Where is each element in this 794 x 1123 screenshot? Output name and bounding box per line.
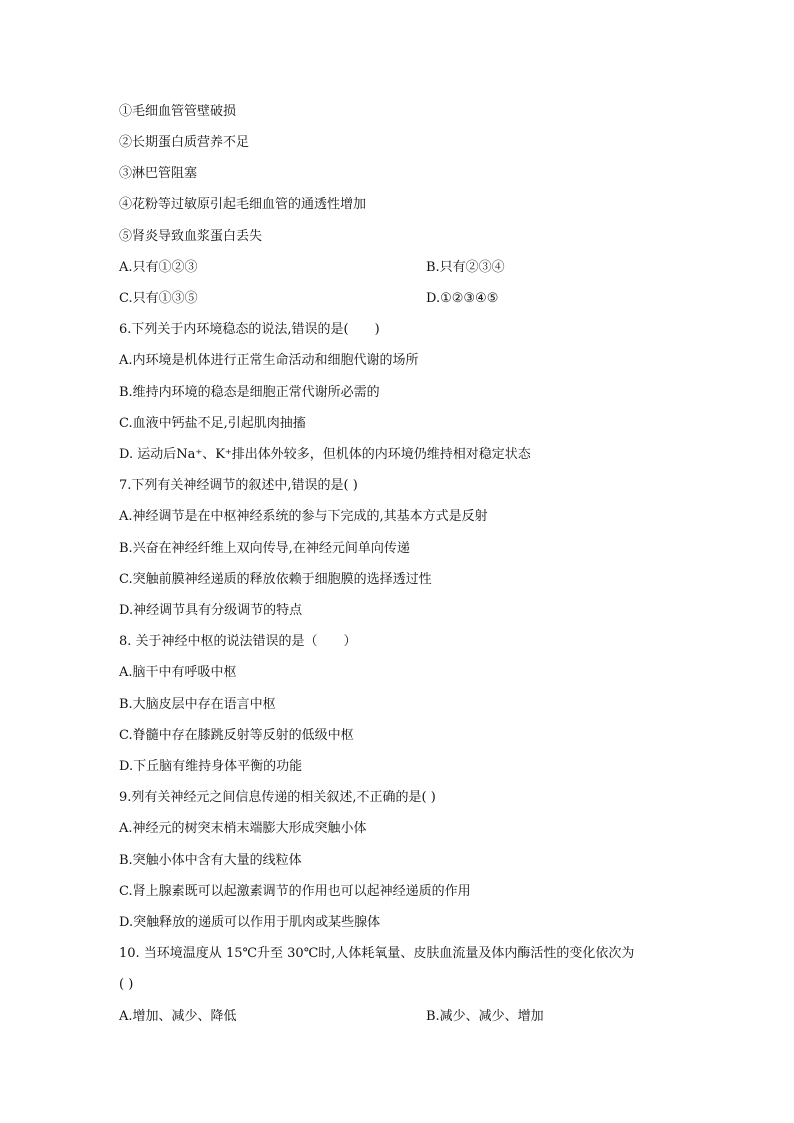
item-1: ①毛细血管管壁破损 xyxy=(119,104,237,119)
q6-option-d: D. 运动后Na⁺、K⁺排出体外较多，但机体的内环境仍维持相对稳定状态 xyxy=(119,447,531,462)
q10-option-b: B.减少、减少、增加 xyxy=(426,1009,544,1024)
q7-option-a: A.神经调节是在中枢神经系统的参与下完成的,其基本方式是反射 xyxy=(119,509,488,524)
q8-option-b: B.大脑皮层中存在语言中枢 xyxy=(119,697,276,712)
q6-stem: 6.下列关于内环境稳态的说法,错误的是( ) xyxy=(119,322,380,337)
q9-option-b: B.突触小体中含有大量的线粒体 xyxy=(119,853,302,868)
q5-option-a: A.只有①②③ xyxy=(119,260,198,275)
q6-option-a: A.内环境是机体进行正常生命活动和细胞代谢的场所 xyxy=(119,353,419,368)
q8-option-d: D.下丘脑有维持身体平衡的功能 xyxy=(119,759,303,774)
q9-option-a: A.神经元的树突末梢末端膨大形成突触小体 xyxy=(119,821,367,836)
q6-option-b: B.维持内环境的稳态是细胞正常代谢所必需的 xyxy=(119,385,380,400)
q9-option-d: D.突触释放的递质可以作用于肌肉或某些腺体 xyxy=(119,915,381,930)
q8-option-c: C.脊髓中存在膝跳反射等反射的低级中枢 xyxy=(119,728,354,743)
q10-stem-continued: ( ) xyxy=(119,977,134,992)
q9-option-c: C.肾上腺素既可以起激素调节的作用也可以起神经递质的作用 xyxy=(119,884,471,899)
item-5: ⑤肾炎导致血浆蛋白丢失 xyxy=(119,229,263,244)
q5-option-c: C.只有①③⑤ xyxy=(119,291,198,306)
q6-option-c: C.血液中钙盐不足,引起肌肉抽搐 xyxy=(119,416,306,431)
q9-stem: 9.列有关神经元之间信息传递的相关叙述,不正确的是( ) xyxy=(119,790,436,805)
q5-option-d: D.①②③④⑤ xyxy=(426,291,499,306)
q7-option-c: C.突触前膜神经递质的释放依赖于细胞膜的选择透过性 xyxy=(119,572,432,587)
q7-option-d: D.神经调节具有分级调节的特点 xyxy=(119,603,303,618)
q10-stem: 10. 当环境温度从 15℃升至 30℃时,人体耗氧量、皮肤血流量及体内酶活性的变化依次为 xyxy=(119,946,635,961)
q10-option-a: A.增加、减少、降低 xyxy=(119,1009,237,1024)
item-4: ④花粉等过敏原引起毛细血管的通透性增加 xyxy=(119,197,367,212)
q8-stem: 8. 关于神经中枢的说法错误的是（ ） xyxy=(119,634,357,649)
item-3: ③淋巴管阻塞 xyxy=(119,166,198,181)
q7-option-b: B.兴奋在神经纤维上双向传导,在神经元间单向传递 xyxy=(119,541,410,556)
q7-stem: 7.下列有关神经调节的叙述中,错误的是( ) xyxy=(119,478,358,493)
item-2: ②长期蛋白质营养不足 xyxy=(119,135,250,150)
q8-option-a: A.脑干中有呼吸中枢 xyxy=(119,665,237,680)
q5-option-b: B.只有②③④ xyxy=(426,260,505,275)
